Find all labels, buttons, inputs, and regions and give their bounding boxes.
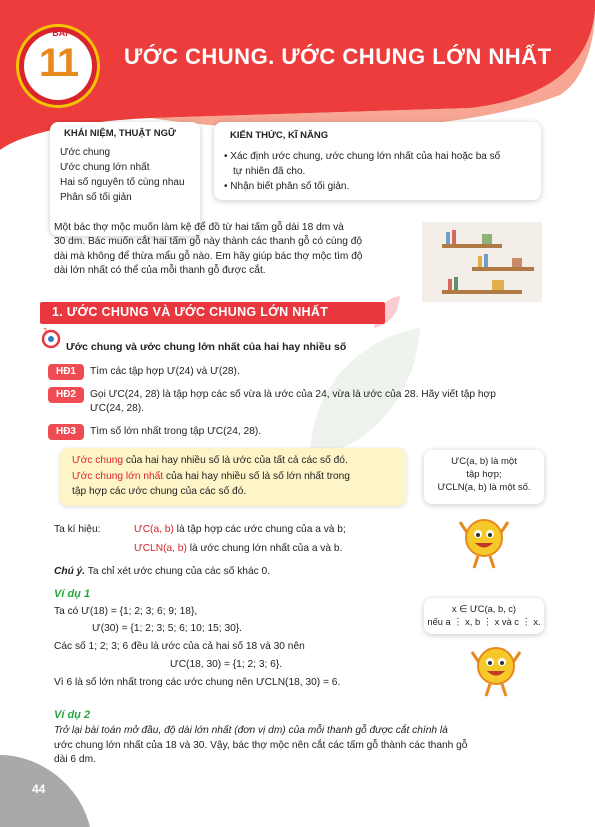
activity-tag-hd1: HĐ1 bbox=[48, 364, 84, 380]
intro-line: Một bác thợ mộc muốn làm kệ để đồ từ hai tấm gỗ dài 18 dm và bbox=[54, 222, 344, 233]
speech-bubble-text: x ∈ ƯC(a, b, c) nếu a ⋮ x, b ⋮ x và c ⋮ x. bbox=[427, 604, 541, 627]
terms-list bbox=[60, 145, 185, 205]
lesson-badge-label: BÀI bbox=[52, 28, 68, 38]
example-line: Vì 6 là số lớn nhất trong các ước chung nên ƯCLN(18, 30) = 6. bbox=[54, 677, 341, 688]
term-uoc-chung: Ước chung bbox=[72, 455, 124, 466]
example-2-title: Ví dụ 2 bbox=[54, 709, 91, 721]
lesson-number: 11 bbox=[38, 41, 78, 85]
page-number: 44 bbox=[32, 782, 46, 796]
smiley-mascot-icon bbox=[458, 512, 510, 570]
notation-label: Ta kí hiệu: bbox=[54, 524, 101, 535]
example-line: Ta có Ư(18) = {1; 2; 3; 6; 9; 18}, bbox=[54, 606, 198, 617]
definition-line: Ước chung của hai hay nhiều số là ước của tất cả các số đó. bbox=[72, 455, 348, 466]
notation-line: ƯCLN(a, b) là ước chung lớn nhất của a và b. bbox=[134, 543, 343, 554]
term-uoc-chung-lon-nhat: Ước chung lớn nhất bbox=[72, 471, 164, 482]
speech-bubble-text: ƯC(a, b) là một tập hợp; ƯCLN(a, b) là một số. bbox=[437, 456, 531, 493]
skills-list bbox=[224, 149, 500, 194]
skill-item: Nhận biết phân số tối giản. bbox=[230, 181, 350, 192]
skill-item: Xác định ước chung, ước chung lớn nhất của hai hoặc ba số bbox=[230, 151, 501, 162]
skill-item: tự nhiên đã cho. bbox=[233, 166, 306, 177]
activity-text: Gọi ƯC(24, 28) là tập hợp các số vừa là ước của 24, vừa là ước của 28. Hãy viết tập hợp bbox=[90, 389, 496, 400]
activity-tag-hd3: HĐ3 bbox=[48, 424, 84, 440]
intro-line: dài mà không để thừa mẩu gỗ nào. Em hãy giúp bác thợ mộc tìm độ bbox=[54, 250, 363, 262]
example-1-title: Ví dụ 1 bbox=[54, 588, 91, 600]
lesson-title: ƯỚC CHUNG. ƯỚC CHUNG LỚN NHẤT bbox=[124, 44, 552, 69]
term-item: Ước chung bbox=[60, 147, 111, 158]
activity-text: ƯC(24, 28). bbox=[90, 403, 144, 414]
bullet-icon: • bbox=[224, 151, 231, 162]
example-line: ƯC(18, 30) = {1; 2; 3; 6}. bbox=[170, 659, 283, 670]
note: Chú ý. Ta chỉ xét ước chung của các số khác 0. bbox=[54, 566, 271, 577]
notation-line: ƯC(a, b) là tập hợp các ước chung của a và b; bbox=[134, 524, 346, 535]
activity-tag-hd2: HĐ2 bbox=[48, 387, 84, 403]
terms-heading: KHÁI NIỆM, THUẬT NGỮ bbox=[64, 128, 176, 139]
example-line: Ư(30) = {1; 2; 3; 5; 6; 10; 15; 30}. bbox=[92, 623, 243, 634]
example-2-paragraph: Trở lại bài toán mở đầu, độ dài lớn nhất (đơn vị dm) của mỗi thanh gỗ được cắt chính là ước chung lớn nhất của 18 và 30. Vậy, bác thợ mộc nên cắt các tấm gỗ thành các thanh gỗ dài 6 dm. bbox=[54, 725, 468, 765]
svg-text:?: ? bbox=[43, 328, 47, 335]
bullet-icon: • bbox=[224, 181, 231, 192]
section-title: 1. ƯỚC CHUNG VÀ ƯỚC CHUNG LỚN NHẤT bbox=[52, 305, 329, 319]
definition-line: Ước chung lớn nhất của hai hay nhiều số là số lớn nhất trong bbox=[72, 471, 350, 482]
smiley-mascot-icon bbox=[470, 640, 522, 698]
intro-paragraph bbox=[54, 221, 414, 279]
intro-line: dài lớn nhất có thể của mỗi thanh gỗ được cắt. bbox=[54, 265, 266, 277]
wooden-shelf-image bbox=[422, 222, 542, 302]
term-item: Phân số tối giản bbox=[60, 192, 132, 203]
activity-text: Tìm các tập hợp Ư(24) và Ư(28). bbox=[90, 366, 240, 377]
definition-line: tập hợp các ước chung của các số đó. bbox=[72, 486, 247, 497]
example-line: Các số 1; 2; 3; 6 đều là ước của cả hai số 18 và 30 nên bbox=[54, 641, 305, 652]
term-item: Ước chung lớn nhất bbox=[60, 162, 150, 173]
subsection-title: Ước chung và ước chung lớn nhất của hai hay nhiều số bbox=[66, 341, 347, 353]
term-item: Hai số nguyên tố cùng nhau bbox=[60, 177, 185, 188]
skills-heading: KIẾN THỨC, KĨ NĂNG bbox=[230, 130, 329, 141]
intro-line: 30 dm. Bác muốn cắt hai tấm gỗ này thành các thanh gỗ có cùng độ bbox=[54, 236, 363, 248]
magnifier-icon bbox=[40, 326, 64, 352]
activity-text: Tìm số lớn nhất trong tập ƯC(24, 28). bbox=[90, 426, 262, 437]
